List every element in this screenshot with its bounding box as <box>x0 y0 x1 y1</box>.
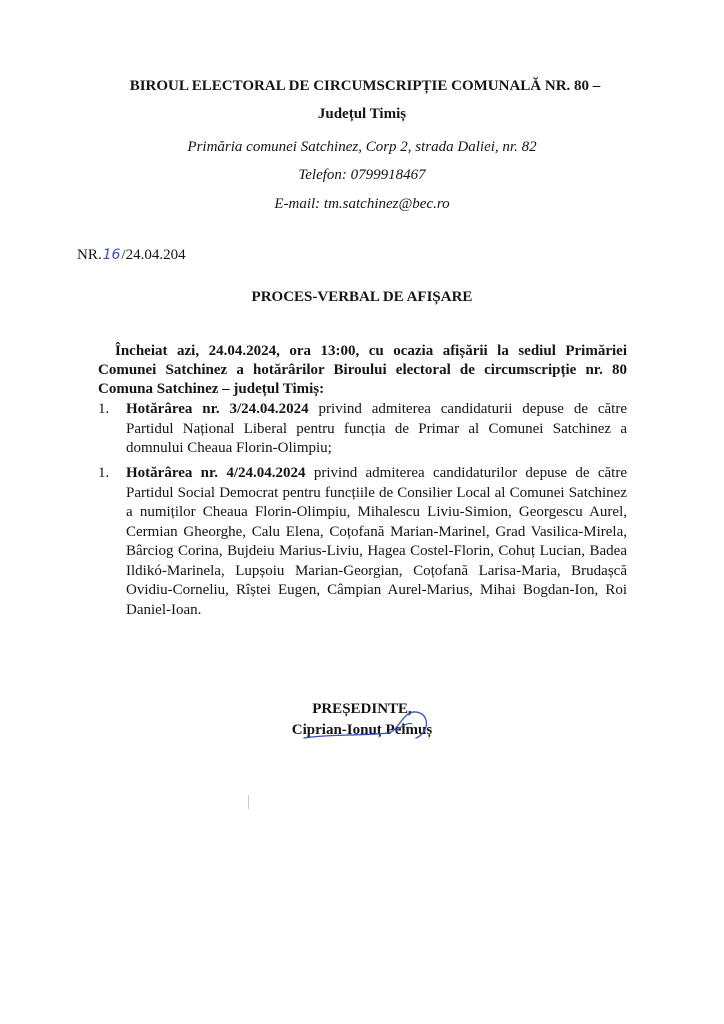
header-county: Județul Timiș <box>317 106 407 122</box>
handwritten-signature <box>300 700 440 748</box>
intro-paragraph: Încheiat azi, 24.04.2024, ora 13:00, cu ocazia afișării la sediul Primăriei Comunei Satchinez a hotărârilor Biroului electoral de circumscripție nr. 80 Comuna Satchinez – județul Timiș: <box>98 343 627 397</box>
scan-mark <box>248 795 249 809</box>
document-title: PROCES-VERBAL DE AFIȘARE <box>251 289 473 305</box>
list-item-number: 1. <box>98 401 110 417</box>
decision-reference: Hotărârea nr. 4/24.04.2024 <box>126 465 306 481</box>
header-institution: BIROUL ELECTORAL DE CIRCUMSCRIPȚIE COMUNALĂ NR. 80 – <box>129 78 601 94</box>
list-item-text <box>126 464 627 620</box>
header-phone: Telefon: 0799918467 <box>298 167 426 183</box>
document-number-prefix: NR. <box>77 247 102 263</box>
list-item <box>98 464 627 620</box>
list-item-text <box>126 400 627 459</box>
decision-reference: Hotărârea nr. 3/24.04.2024 <box>126 401 309 417</box>
decision-description: privind admiterea candidaturilor depuse de către Partidul Social Democrat pentru funcțiile de Consilier Local al Comunei Satchinez a numiților Cheaua Florin-Olimpiu, Mihalescu Liviu-Simion, Georgescu Aurel, Cermian Gheorghe, Calu Elena, Coțofană Marian-Marinel, Grad Vasilica-Mirela, Bârciog Corina, Bujdeiu Marius-Liviu, Hagea Costel-Florin, Cohuț Lucian, Badea Ildikó-Marinela, Lupșoiu Marian-Georgian, Coțofană Larisa-Maria, Brudașcă Ovidiu-Corneliu, Rîștei Eugen, Câmpian Aurel-Marius, Mihai Bogdan-Ion, Roi Daniel-Ioan. <box>126 465 627 618</box>
header-address: Primăria comunei Satchinez, Corp 2, strada Daliei, nr. 82 <box>187 139 537 155</box>
list-item-number: 1. <box>98 465 110 481</box>
signatory-role: PREȘEDINTE, <box>312 701 412 717</box>
document-number-date: /24.04.204 <box>121 247 186 263</box>
list-item <box>98 400 627 459</box>
header-email: E-mail: tm.satchinez@bec.ro <box>274 196 450 212</box>
handwritten-registration-number: 16 <box>102 247 121 263</box>
signatory-name: Ciprian-Ionuț Pelmuș <box>291 722 433 738</box>
decision-description: privind admiterea candidaturii depuse de către Partidul Național Liberal pentru funcția de Primar al Comunei Satchinez a domnului Cheaua Florin-Olimpiu; <box>126 401 627 456</box>
document-number <box>77 246 186 264</box>
